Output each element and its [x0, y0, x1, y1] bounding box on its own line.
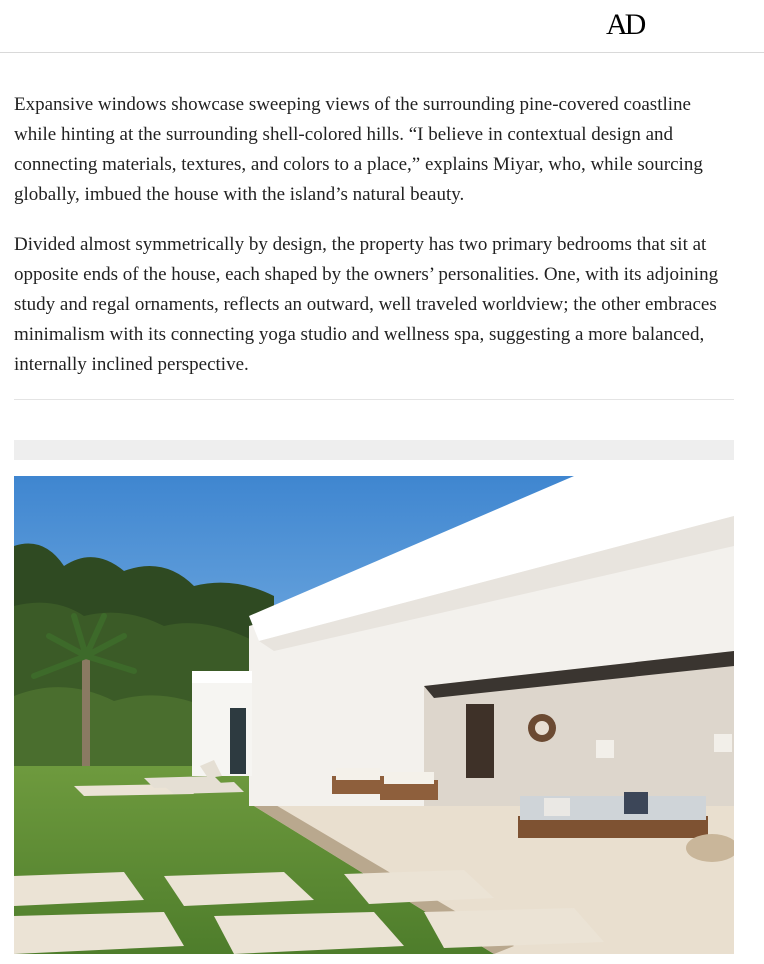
article-body [14, 90, 736, 400]
article-paragraph: Divided almost symmetrically by design, the property has two primary bedrooms that sit at opposite ends of the house, each shaped by the owners’ personalities. One, with its adjoining study and regal ornaments, reflects an outward, well traveled worldview; the other embraces minimalism with its connecting yoga studio and wellness spa, suggesting a more balanced, internally inclined perspective. [14, 234, 719, 375]
ad-logo[interactable]: AD [606, 8, 644, 41]
article-photo[interactable] [14, 476, 734, 954]
section-divider [14, 399, 734, 400]
article-paragraph: Expansive windows showcase sweeping views of the surrounding pine-covered coastline while hinting at the surrounding shell-colored hills. “I believe in contextual design and connecting materials, textures, and colors to a place,” explains Miyar, who, while sourcing globally, imbued the house with the island’s natural beauty. [14, 94, 703, 205]
villa-terrace-image [14, 476, 734, 954]
site-header [0, 0, 764, 53]
ad-placeholder-bar [14, 440, 734, 460]
